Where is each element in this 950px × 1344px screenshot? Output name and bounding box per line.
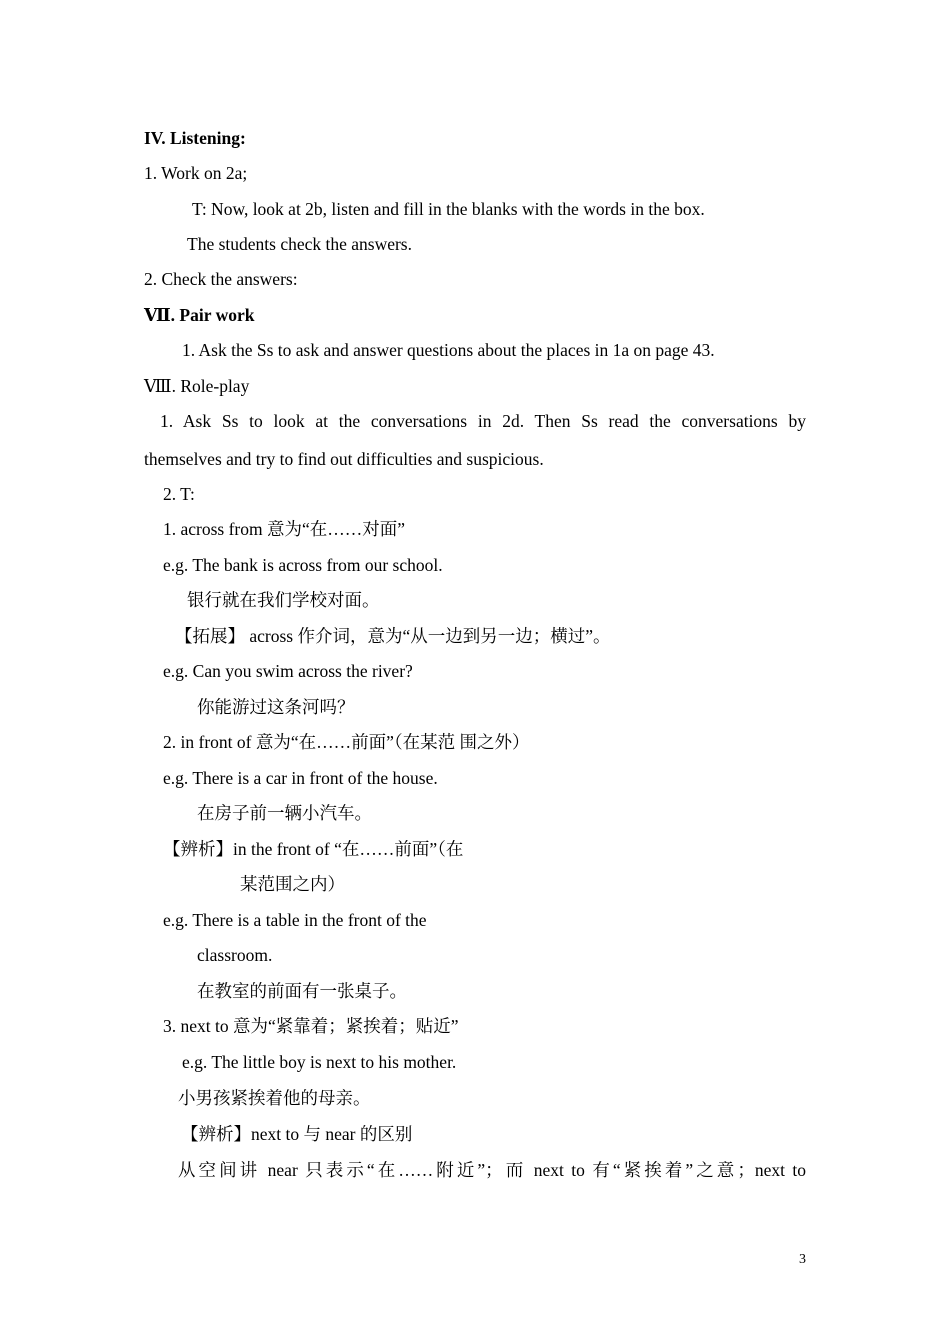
text-line: 2. Check the answers: bbox=[144, 269, 298, 289]
translation-line: 你能游过这条河吗？ bbox=[197, 697, 355, 717]
text-line: 3. next to 意为“紧靠着；紧挨着；贴近” bbox=[163, 1016, 459, 1036]
translation-line: 银行就在我们学校对面。 bbox=[187, 590, 380, 610]
section-title: . Listening: bbox=[161, 128, 246, 148]
text-line: 1. Ask the Ss to ask and answer questions about the places in 1a on page 43. bbox=[182, 340, 715, 360]
example-line: e.g. The little boy is next to his mother. bbox=[182, 1052, 457, 1072]
translation-line: 在房子前一辆小汽车。 bbox=[197, 803, 372, 823]
text-line: 从空间讲 near 只表示“在……附近”；而 next to 有“紧挨着”之意；next to bbox=[178, 1160, 806, 1180]
text-line: The students check the answers. bbox=[187, 234, 412, 254]
translation-line: 小男孩紧挨着他的母亲。 bbox=[178, 1088, 371, 1108]
text-line: 1. Work on 2a; bbox=[144, 163, 248, 183]
text-line: themselves and try to find out difficulties and suspicious. bbox=[144, 449, 544, 469]
text-line: 2. T: bbox=[163, 484, 195, 504]
section-heading-role-play: Ⅷ. Role-play bbox=[144, 376, 250, 396]
example-line: e.g. The bank is across from our school. bbox=[163, 555, 443, 575]
note-line: 【辨析】next to 与 near 的区别 bbox=[181, 1124, 413, 1144]
section-heading-pair-work: Ⅶ. Pair work bbox=[144, 305, 255, 325]
text-line: 2. in front of 意为“在……前面”（在某范 围之外） bbox=[163, 732, 530, 752]
section-number: IV bbox=[144, 128, 162, 148]
example-line: e.g. There is a table in the front of the bbox=[163, 910, 427, 930]
page-number: 3 bbox=[799, 1252, 806, 1267]
example-line: e.g. Can you swim across the river? bbox=[163, 661, 413, 681]
example-line: e.g. There is a car in front of the house. bbox=[163, 768, 438, 788]
translation-line: 在教室的前面有一张桌子。 bbox=[197, 981, 407, 1001]
example-line: classroom. bbox=[197, 945, 273, 965]
text-line: 1. Ask Ss to look at the conversations in 2d. Then Ss read the conversations by bbox=[160, 411, 806, 431]
text-line: T: Now, look at 2b, listen and fill in the blanks with the words in the box. bbox=[192, 199, 705, 219]
section-heading-listening bbox=[144, 127, 246, 149]
note-line: 某范围之内） bbox=[240, 874, 345, 894]
note-line: 【拓展】 across 作介词，意为“从一边到另一边；横过”。 bbox=[175, 626, 611, 646]
note-line: 【辨析】in the front of “在……前面”（在 bbox=[163, 839, 464, 859]
text-line: 1. across from 意为“在……对面” bbox=[163, 519, 406, 539]
